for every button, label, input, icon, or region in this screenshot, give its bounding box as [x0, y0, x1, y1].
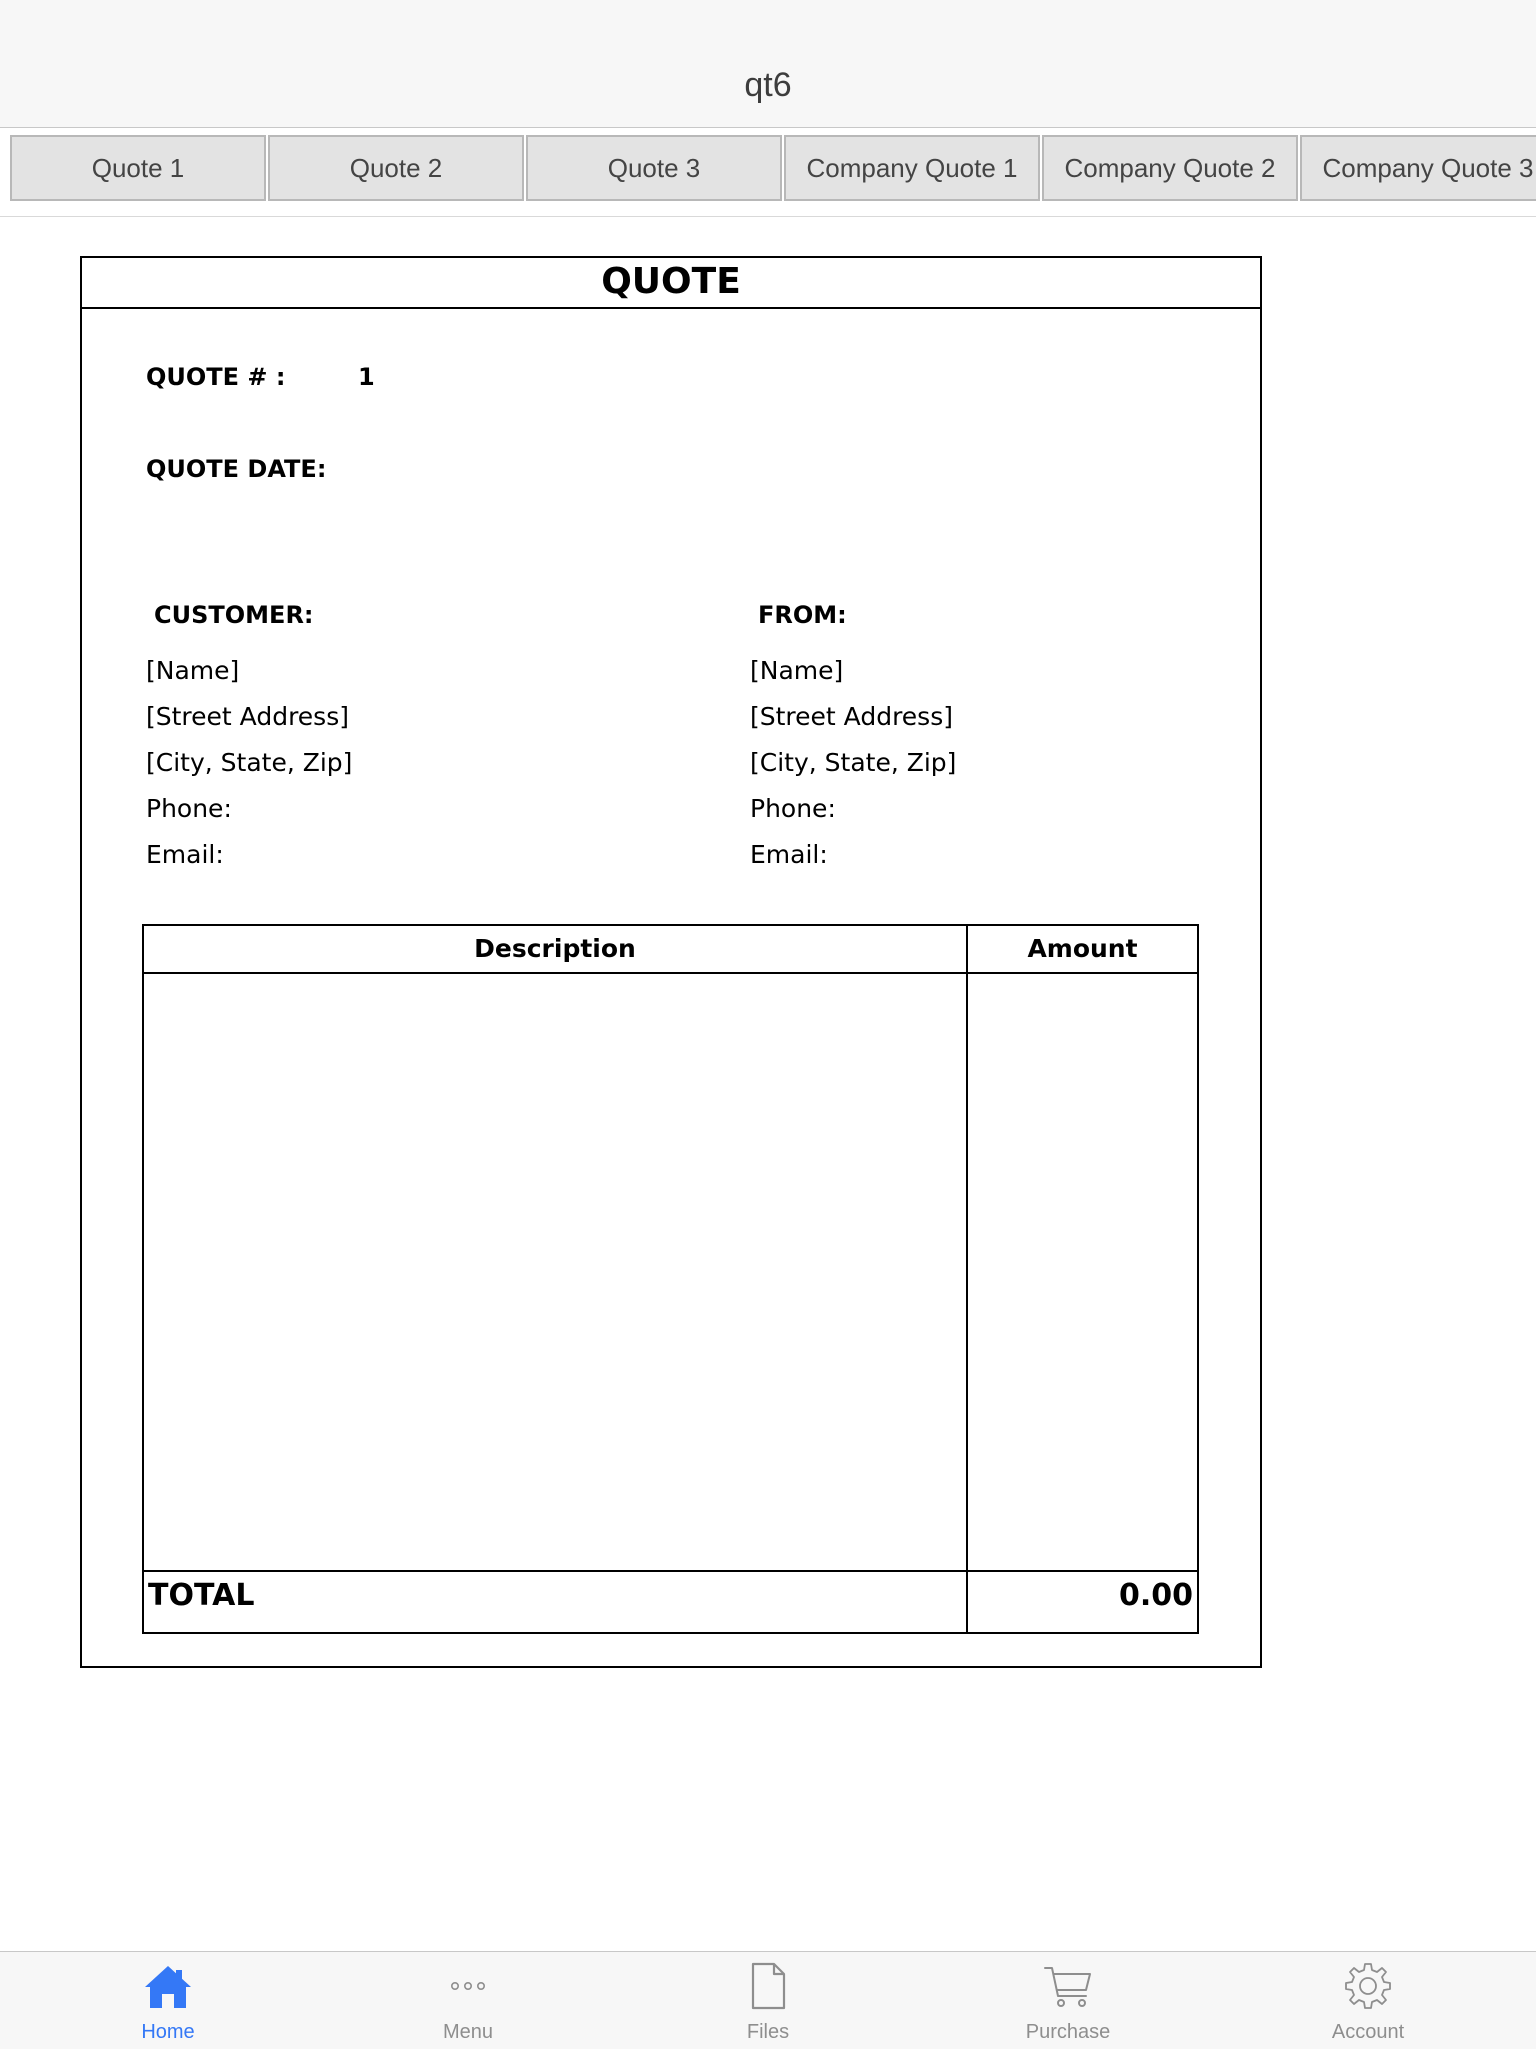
customer-street[interactable]: [Street Address]	[146, 702, 349, 731]
gear-icon	[1342, 1960, 1394, 2012]
quote-date-label: QUOTE DATE:	[146, 455, 327, 483]
total-value: 0.00	[1118, 1578, 1193, 1613]
page-title: qt6	[744, 66, 792, 104]
home-icon	[142, 1960, 194, 2012]
description-cell[interactable]	[144, 974, 966, 1570]
tab-menu-label: Menu	[442, 2021, 494, 2043]
customer-name[interactable]: [Name]	[146, 656, 240, 685]
total-divider	[144, 1570, 1197, 1572]
quote-number-label: QUOTE # :	[146, 363, 286, 391]
tab-files[interactable]	[668, 1952, 868, 2049]
tab-account-label: Account	[1331, 2021, 1405, 2043]
tab-quote-2[interactable]: Quote 2	[268, 135, 524, 201]
navigation-bar	[0, 0, 1536, 128]
tab-purchase[interactable]	[968, 1952, 1168, 2049]
from-heading: FROM:	[758, 601, 847, 629]
from-name[interactable]: [Name]	[750, 656, 844, 685]
amount-cell[interactable]	[968, 974, 1197, 1570]
cart-icon	[1042, 1960, 1094, 2012]
tab-company-quote-1[interactable]: Company Quote 1	[784, 135, 1040, 201]
quote-number-value[interactable]: 1	[358, 363, 375, 391]
tab-menu[interactable]	[368, 1952, 568, 2049]
from-city[interactable]: [City, State, Zip]	[750, 748, 957, 777]
tab-files-label: Files	[746, 2021, 790, 2043]
tab-home-label: Home	[141, 2021, 195, 2043]
customer-heading: CUSTOMER:	[154, 601, 314, 629]
tab-purchase-label: Purchase	[1025, 2021, 1111, 2043]
tab-home[interactable]	[68, 1952, 268, 2049]
tab-quote-3[interactable]: Quote 3	[526, 135, 782, 201]
tab-company-quote-2[interactable]: Company Quote 2	[1042, 135, 1298, 201]
quote-title: QUOTE	[82, 258, 1260, 309]
quote-document	[80, 256, 1262, 1668]
from-phone[interactable]: Phone:	[750, 794, 836, 823]
from-street[interactable]: [Street Address]	[750, 702, 953, 731]
tab-account[interactable]	[1268, 1952, 1468, 2049]
tab-quote-1[interactable]: Quote 1	[10, 135, 266, 201]
more-icon	[442, 1960, 494, 2012]
description-column-header: Description	[474, 934, 636, 963]
quote-tab-strip	[0, 128, 1536, 217]
tab-company-quote-3[interactable]: Company Quote 3	[1300, 135, 1536, 201]
bottom-tab-bar	[0, 1951, 1536, 2049]
total-label: TOTAL	[148, 1578, 255, 1613]
customer-phone[interactable]: Phone:	[146, 794, 232, 823]
customer-email[interactable]: Email:	[146, 840, 224, 869]
line-items-table	[142, 924, 1199, 1634]
customer-city[interactable]: [City, State, Zip]	[146, 748, 353, 777]
from-email[interactable]: Email:	[750, 840, 828, 869]
file-icon	[742, 1960, 794, 2012]
amount-column-header: Amount	[1027, 934, 1138, 963]
